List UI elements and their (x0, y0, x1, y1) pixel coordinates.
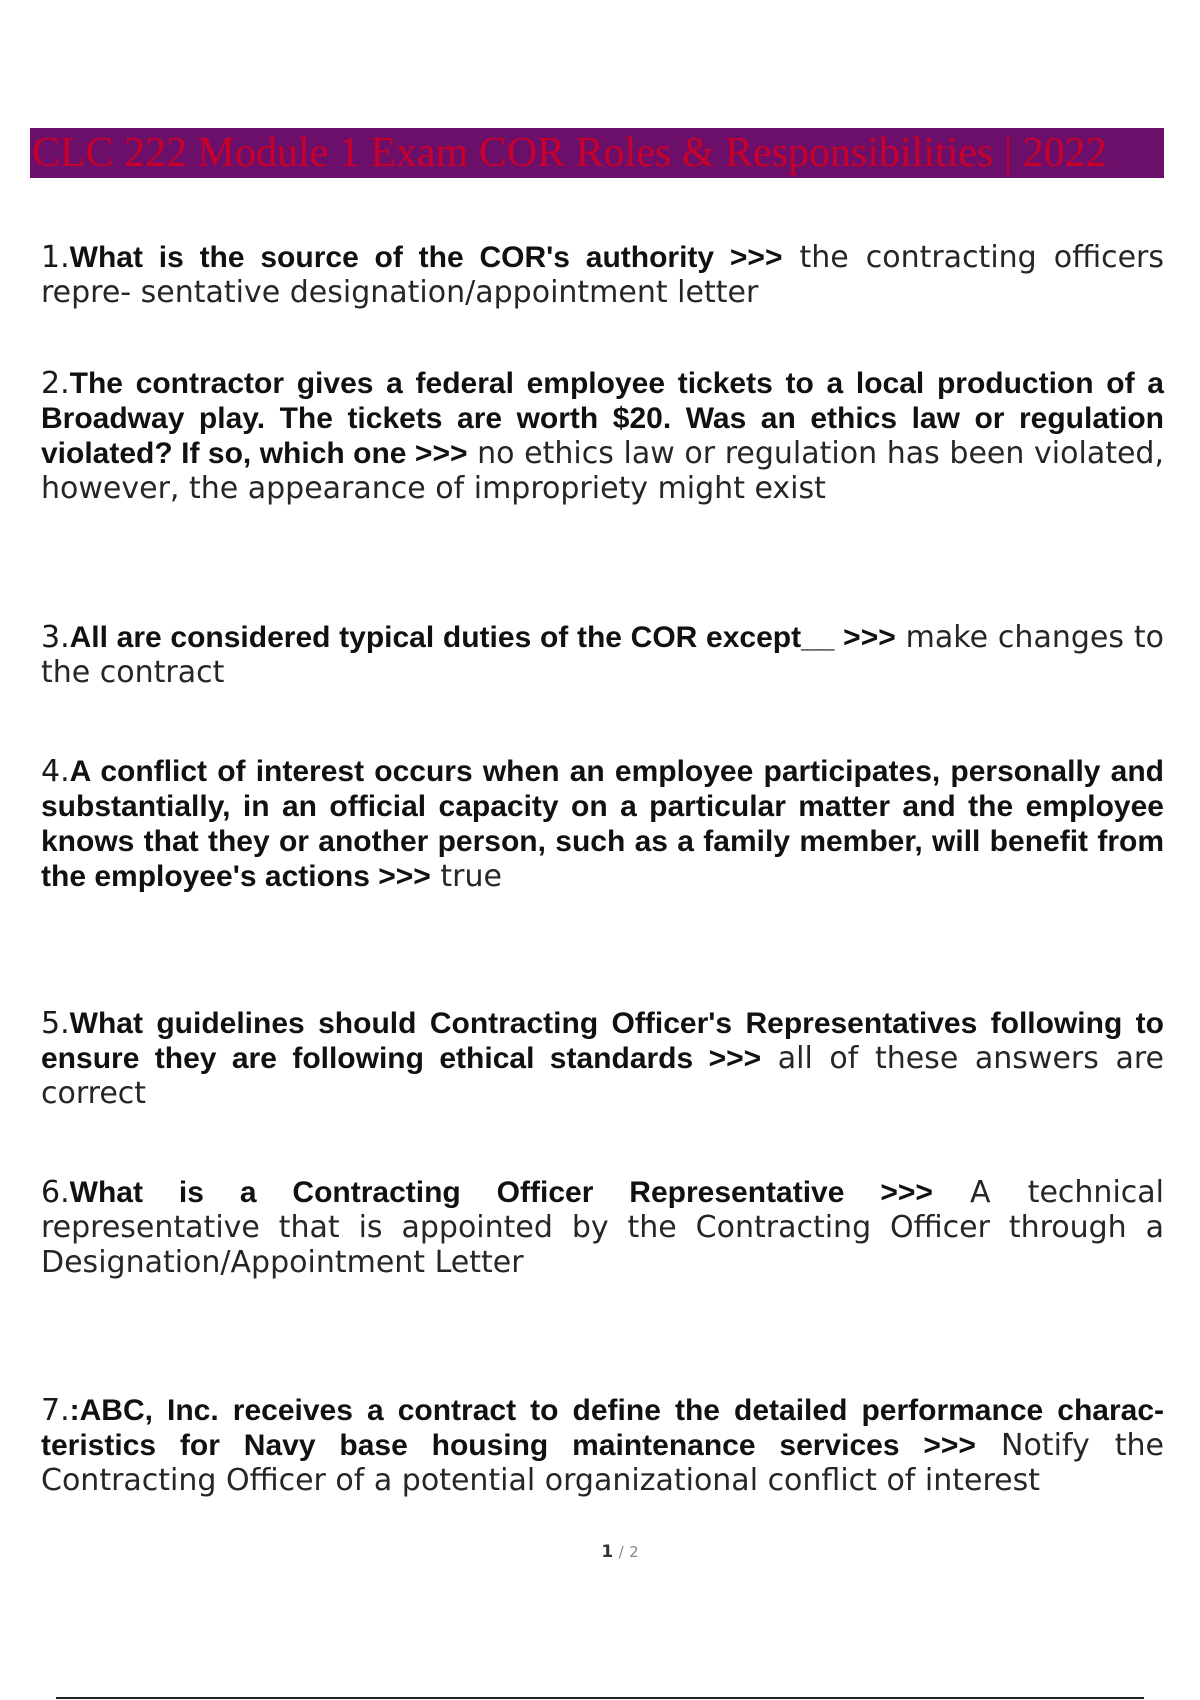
question-item-1 (41, 240, 1164, 310)
page-separator: / (618, 1543, 624, 1561)
question-text: What is the source of the COR's authority >>> (69, 241, 783, 274)
total-pages: 2 (629, 1543, 639, 1561)
answer-text: the contracting officers repre- sentative designation/appointment letter (41, 240, 1164, 310)
question-text: The contractor gives a federal employee tickets to a local production of a Broadway play. The tickets are worth $20. Was an ethics law or regulation violated? If so, which one >>> (41, 367, 1164, 470)
question-number: 2. (41, 366, 70, 401)
answer-text: A technical representative that is appointed by the Contracting Officer through a Designation/Appointment Letter (41, 1175, 1164, 1280)
question-number: 4. (41, 754, 70, 789)
answer-text: all of these answers are correct (41, 1041, 1164, 1111)
question-item-7 (41, 1393, 1164, 1498)
document-title: CLC 222 Module 1 Exam COR Roles & Responsibilities | 2022 (32, 130, 1107, 176)
answer-text: no ethics law or regulation has been violated, however, the appearance of impropriety might exist (41, 436, 1164, 506)
question-number: 5. (41, 1006, 70, 1041)
question-item-6 (41, 1175, 1164, 1280)
question-number: 6. (41, 1175, 70, 1210)
question-text: :ABC, Inc. receives a contract to define the detailed performance charac- teristics for Navy base housing maintenance services >>> (41, 1394, 1164, 1462)
question-text: What guidelines should Contracting Officer's Representatives following to ensure they are following ethical standards >>> (41, 1007, 1164, 1075)
question-item-3 (41, 620, 1164, 690)
question-number: 3. (41, 620, 70, 655)
question-item-2 (41, 366, 1164, 506)
question-text: All are considered typical duties of the COR except__ >>> (69, 621, 896, 654)
question-item-5 (41, 1006, 1164, 1111)
question-item-4 (41, 754, 1164, 894)
question-number: 7. (41, 1393, 70, 1428)
document-title-bar (30, 128, 1164, 178)
current-page: 1 (601, 1542, 614, 1562)
question-text: What is a Contracting Officer Representative >>> (69, 1176, 933, 1209)
question-number: 1. (41, 240, 70, 275)
answer-text: make changes to the contract (41, 620, 1164, 690)
answer-text: Notify the Contracting Officer of a potential organizational conflict of interest (41, 1428, 1164, 1498)
page-indicator (0, 1542, 1200, 1562)
question-text: A conflict of interest occurs when an employee participates, personally and substantially, in an official capacity on a particular matter and the employee knows that they or another person, such as a family member, will benefit from the employee's actions >>> (41, 755, 1164, 893)
bottom-divider (56, 1697, 1144, 1699)
answer-text: true (440, 859, 502, 894)
